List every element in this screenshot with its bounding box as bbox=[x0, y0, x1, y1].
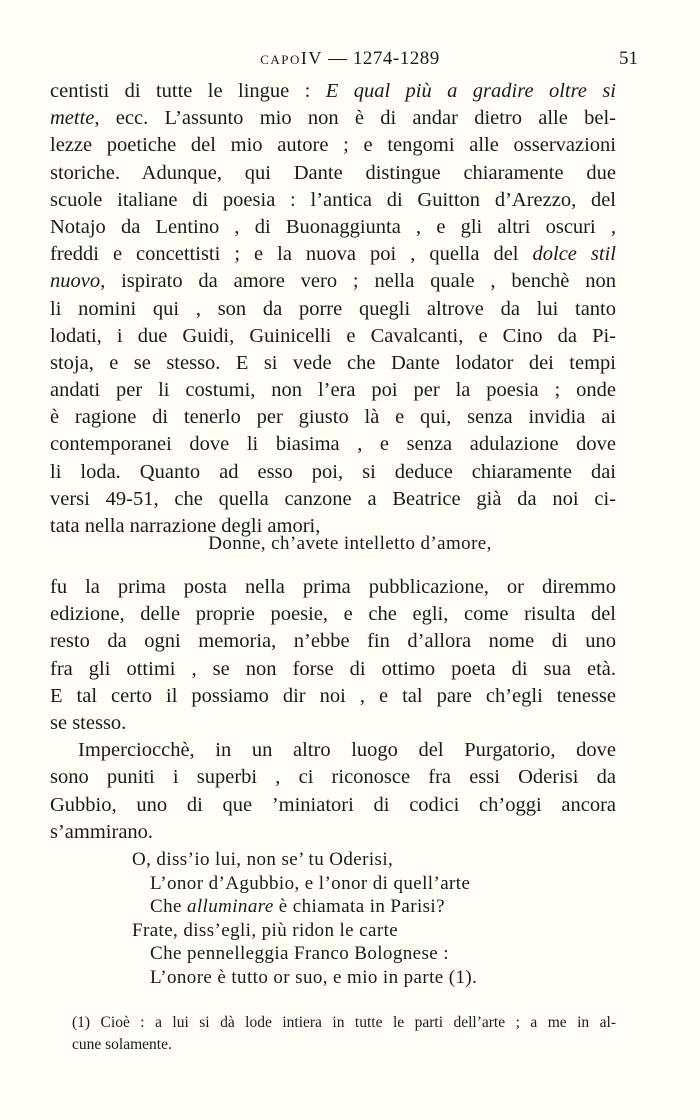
header-years: 1274-1289 bbox=[352, 48, 440, 69]
text-line: nuovo, ispirato da amore vero ; nella quale , benchè non bbox=[50, 270, 616, 293]
text-line: versi 49-51, che quella canzone a Beatrice già da noi ci- bbox=[50, 487, 616, 510]
text-line: fu la prima posta nella prima pubblicazione, or diremmo bbox=[50, 576, 616, 598]
header-dash: — bbox=[328, 48, 348, 69]
text-line: Imperciocchè, in un altro luogo del Purgatorio, dove bbox=[78, 739, 616, 762]
verse-line: L’onor d’Agubbio, e l’onor di quell’arte bbox=[150, 872, 471, 894]
text-line: fra gli ottimi , se non forse di ottimo poeta di sua età. bbox=[50, 657, 616, 680]
paragraph-1 bbox=[50, 78, 616, 540]
running-head bbox=[50, 48, 650, 76]
text-line: Gubbio, uno di que ’miniatori di codici ch’oggi ancora bbox=[50, 793, 616, 816]
running-title bbox=[50, 48, 650, 70]
text-line: freddi e concettisti ; e la nuova poi , quella del dolce stil bbox=[50, 243, 616, 266]
text-line: centisti di tutte le lingue : E qual più a gradire oltre si bbox=[50, 80, 616, 102]
text-line: tata nella narrazione degli amori, bbox=[50, 515, 321, 537]
text-line: sono puniti i superbi , ci riconosce fra essi Oderisi da bbox=[50, 766, 616, 789]
text-line: edizione, delle proprie poesie, e che egli, come risulta del bbox=[50, 603, 616, 626]
text-line: andati per li costumi, non l’era poi per la poesia ; onde bbox=[50, 379, 616, 402]
text-line: li loda. Quanto ad esso poi, si deduce chiaramente dai bbox=[50, 460, 616, 483]
text-line: se stesso. bbox=[50, 711, 127, 734]
text-line: lodati, i due Guidi, Guinicelli e Cavalcanti, e Cino da Pi- bbox=[50, 324, 616, 347]
quoted-verse: Donne, ch’avete intelletto d’amore, bbox=[208, 533, 492, 554]
chapter-number: IV bbox=[300, 48, 323, 68]
text-line: Notajo da Lentino , di Buonaggiunta , e gli altri oscuri , bbox=[50, 215, 616, 238]
text-line: lezze poetiche del mio autore ; e tengomi alle osservazioni bbox=[50, 134, 616, 157]
verse-line: Che alluminare è chiamata in Parisi? bbox=[150, 896, 445, 918]
footnote-line: cune solamente. bbox=[72, 1036, 172, 1053]
text-line: mette, ecc. L’assunto mio non è di andar dietro alle bel- bbox=[50, 107, 616, 130]
text-line: E tal certo il possiamo dir noi , e tal pare ch’egli tenesse bbox=[50, 684, 616, 707]
verse-line: Frate, diss’egli, più ridon le carte bbox=[132, 919, 399, 941]
page-number: 51 bbox=[619, 48, 638, 69]
verse-block bbox=[132, 848, 612, 990]
text-line: storiche. Adunque, qui Dante distingue chiaramente due bbox=[50, 161, 616, 184]
text-line: scuole italiane di poesia : l’antica di Guitton d’Arezzo, del bbox=[50, 188, 616, 211]
text-line: contemporanei dove li biasima , e senza adulazione dove bbox=[50, 433, 616, 456]
paragraph-2 bbox=[50, 574, 616, 846]
verse-line: Che pennelleggia Franco Bolognese : bbox=[150, 943, 449, 965]
text-line: resto da ogni memoria, n’ebbe fin d’allora nome di uno bbox=[50, 630, 616, 653]
text-line: li nomini qui , son da porre quegli altrove da lui tanto bbox=[50, 297, 616, 320]
text-line: stoja, e se stesso. E si vede che Dante lodator dei tempi bbox=[50, 351, 616, 374]
footnote bbox=[72, 1012, 616, 1056]
verse-line: L’onore è tutto or suo, e mio in parte (1). bbox=[150, 966, 478, 988]
text-line: s’ammirano. bbox=[50, 820, 154, 843]
text-line: è ragione di tenerlo per giusto là e qui, senza invidia ai bbox=[50, 406, 616, 429]
chapter-label: capo bbox=[260, 48, 301, 68]
verse-line: O, diss’io lui, non se’ tu Oderisi, bbox=[132, 849, 394, 870]
footnote-line: (1) Cioè : a lui si dà lode intiera in tutte le parti dell’arte ; a me in al- bbox=[72, 1014, 616, 1031]
